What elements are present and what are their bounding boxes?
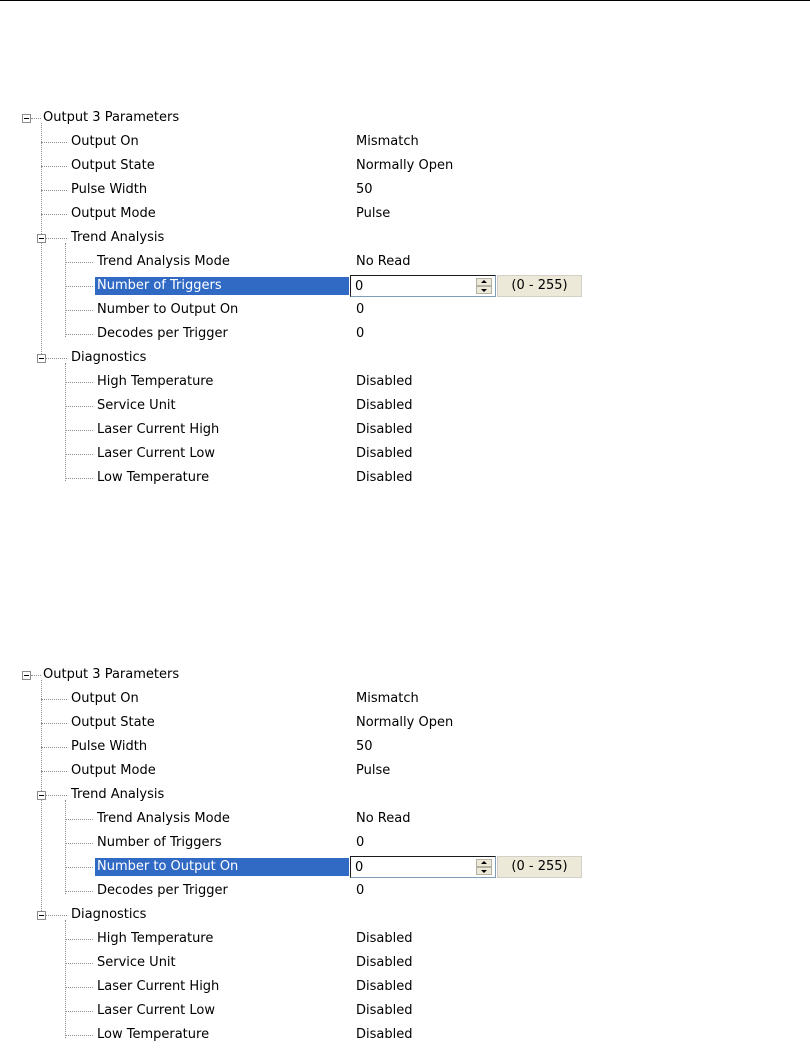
value-trend-analysis-mode[interactable]: No Read [356, 811, 411, 826]
collapse-icon[interactable] [22, 671, 31, 680]
tree-node-trend-analysis[interactable]: Trend Analysis [71, 230, 165, 245]
tree-line [65, 430, 93, 431]
tree-line [65, 334, 93, 335]
tree-item-low-temperature[interactable]: Low Temperature [97, 470, 210, 485]
tree-line [65, 363, 66, 481]
tree-item-decodes-per-trigger[interactable]: Decodes per Trigger [97, 326, 228, 341]
value-output-on[interactable]: Mismatch [356, 691, 419, 706]
value-high-temperature[interactable]: Disabled [356, 931, 413, 946]
tree-line [41, 166, 67, 167]
tree-root-output-3-parameters[interactable]: Output 3 Parameters [43, 110, 180, 125]
tree-item-laser-current-low[interactable]: Laser Current Low [97, 1003, 216, 1018]
value-number-to-output-on[interactable]: 0 [356, 302, 365, 317]
number-of-triggers-spinner [476, 278, 492, 294]
tree-line [31, 675, 41, 676]
tree-line [65, 1011, 93, 1012]
tree-line [65, 819, 93, 820]
tree-item-laser-current-high[interactable]: Laser Current High [97, 979, 220, 994]
tree-item-number-of-triggers-selected[interactable]: Number of Triggers [95, 277, 349, 295]
collapse-icon[interactable] [37, 791, 46, 800]
tree-line [65, 939, 93, 940]
tree-line [46, 795, 67, 796]
spin-up-icon[interactable] [476, 859, 492, 867]
value-laser-current-low[interactable]: Disabled [356, 446, 413, 461]
tree-line [41, 214, 67, 215]
tree-line [65, 286, 93, 287]
value-output-state[interactable]: Normally Open [356, 158, 454, 173]
tree-line [46, 915, 67, 916]
collapse-icon[interactable] [37, 234, 46, 243]
value-laser-current-low[interactable]: Disabled [356, 1003, 413, 1018]
tree-item-number-of-triggers[interactable]: Number of Triggers [97, 835, 222, 850]
tree-line [65, 891, 93, 892]
value-pulse-width[interactable]: 50 [356, 739, 373, 754]
value-output-on[interactable]: Mismatch [356, 134, 419, 149]
value-laser-current-high[interactable]: Disabled [356, 979, 413, 994]
parameter-tree-1 [0, 106, 810, 486]
tree-line [65, 920, 66, 1038]
tree-line [46, 358, 67, 359]
tree-item-laser-current-high[interactable]: Laser Current High [97, 422, 220, 437]
tree-item-output-on[interactable]: Output On [71, 134, 139, 149]
tree-line [65, 1035, 93, 1036]
tree-item-laser-current-low[interactable]: Laser Current Low [97, 446, 216, 461]
number-of-triggers-editor [350, 275, 496, 297]
value-trend-analysis-mode[interactable]: No Read [356, 254, 411, 269]
tree-line [41, 723, 67, 724]
tree-line [46, 238, 67, 239]
tree-line [65, 478, 93, 479]
tree-item-number-to-output-on-selected[interactable]: Number to Output On [95, 858, 349, 876]
value-low-temperature[interactable]: Disabled [356, 1027, 413, 1042]
tree-line [41, 190, 67, 191]
tree-item-number-to-output-on[interactable]: Number to Output On [97, 302, 239, 317]
tree-line [41, 699, 67, 700]
range-hint: (0 - 255) [497, 856, 582, 878]
value-high-temperature[interactable]: Disabled [356, 374, 413, 389]
tree-line [65, 243, 66, 337]
tree-node-diagnostics[interactable]: Diagnostics [71, 350, 147, 365]
tree-line [65, 454, 93, 455]
tree-item-high-temperature[interactable]: High Temperature [97, 374, 214, 389]
value-service-unit[interactable]: Disabled [356, 398, 413, 413]
tree-line [65, 310, 93, 311]
tree-item-service-unit[interactable]: Service Unit [97, 955, 176, 970]
tree-item-pulse-width[interactable]: Pulse Width [71, 739, 148, 754]
tree-line [65, 843, 93, 844]
tree-item-output-mode[interactable]: Output Mode [71, 206, 156, 221]
number-to-output-on-spinner [476, 859, 492, 875]
value-decodes-per-trigger[interactable]: 0 [356, 883, 365, 898]
tree-item-pulse-width[interactable]: Pulse Width [71, 182, 148, 197]
page-top-rule [0, 0, 810, 1]
tree-line [65, 382, 93, 383]
spin-down-icon[interactable] [476, 867, 492, 875]
tree-item-output-state[interactable]: Output State [71, 715, 155, 730]
spin-down-icon[interactable] [476, 286, 492, 294]
tree-item-decodes-per-trigger[interactable]: Decodes per Trigger [97, 883, 228, 898]
tree-line [41, 771, 67, 772]
value-pulse-width[interactable]: 50 [356, 182, 373, 197]
value-low-temperature[interactable]: Disabled [356, 470, 413, 485]
range-hint: (0 - 255) [497, 275, 582, 297]
tree-item-high-temperature[interactable]: High Temperature [97, 931, 214, 946]
tree-line [31, 118, 41, 119]
value-service-unit[interactable]: Disabled [356, 955, 413, 970]
tree-item-output-mode[interactable]: Output Mode [71, 763, 156, 778]
collapse-icon[interactable] [37, 911, 46, 920]
number-to-output-on-input[interactable] [355, 859, 465, 875]
tree-item-trend-analysis-mode[interactable]: Trend Analysis Mode [97, 811, 230, 826]
number-of-triggers-input[interactable] [355, 278, 465, 294]
value-output-mode[interactable]: Pulse [356, 206, 391, 221]
value-output-mode[interactable]: Pulse [356, 763, 391, 778]
value-output-state[interactable]: Normally Open [356, 715, 454, 730]
collapse-icon[interactable] [22, 114, 31, 123]
tree-root-output-3-parameters[interactable]: Output 3 Parameters [43, 667, 180, 682]
tree-item-low-temperature[interactable]: Low Temperature [97, 1027, 210, 1042]
collapse-icon[interactable] [37, 354, 46, 363]
tree-line [65, 867, 93, 868]
tree-line [65, 987, 93, 988]
value-number-of-triggers[interactable]: 0 [356, 835, 365, 850]
tree-item-output-state[interactable]: Output State [71, 158, 155, 173]
tree-node-trend-analysis[interactable]: Trend Analysis [71, 787, 165, 802]
tree-line [41, 142, 67, 143]
tree-line [65, 800, 66, 894]
tree-line [41, 747, 67, 748]
value-decodes-per-trigger[interactable]: 0 [356, 326, 365, 341]
tree-line [65, 262, 93, 263]
parameter-tree-2 [0, 663, 810, 1043]
tree-item-service-unit[interactable]: Service Unit [97, 398, 176, 413]
tree-node-diagnostics[interactable]: Diagnostics [71, 907, 147, 922]
tree-item-trend-analysis-mode[interactable]: Trend Analysis Mode [97, 254, 230, 269]
value-laser-current-high[interactable]: Disabled [356, 422, 413, 437]
spin-up-icon[interactable] [476, 278, 492, 286]
tree-line [65, 406, 93, 407]
tree-item-output-on[interactable]: Output On [71, 691, 139, 706]
number-to-output-on-editor [350, 856, 496, 878]
tree-line [65, 963, 93, 964]
